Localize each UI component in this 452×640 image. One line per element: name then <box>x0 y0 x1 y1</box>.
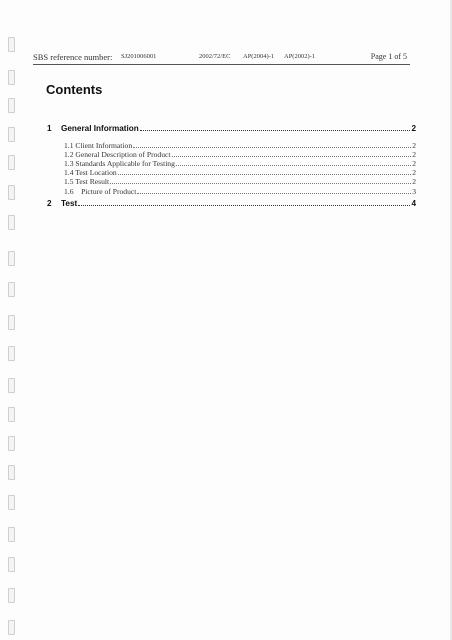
standard-code-1: AP(2004)-1 <box>243 53 275 60</box>
binding-hole <box>8 495 15 510</box>
toc-entry-title: 1.4 Test Location <box>64 168 117 177</box>
toc-entry-title: General Information <box>61 124 139 133</box>
reference-number: SJ201006001 <box>121 53 157 60</box>
toc-entry-page: 2 <box>412 168 416 177</box>
binding-hole <box>8 282 15 297</box>
toc-entry-page: 2 <box>412 150 416 159</box>
toc-entry-title: 1.2 General Description of Product <box>64 150 171 159</box>
toc-entry-page: 2 <box>411 124 416 133</box>
binding-hole <box>8 215 15 230</box>
binding-hole <box>8 407 15 422</box>
toc-entry-page: 4 <box>411 199 416 208</box>
binding-hole <box>8 251 15 266</box>
binding-hole <box>8 620 15 635</box>
toc-entry-title: 1.5 Test Result <box>64 177 110 186</box>
toc-entry-page: 3 <box>412 187 416 196</box>
contents-heading: Contents <box>46 82 103 97</box>
binding-hole <box>8 98 15 113</box>
binding-hole <box>8 185 15 200</box>
toc-entry-title: Test <box>61 199 78 208</box>
binding-hole <box>8 70 15 85</box>
standard-code-2: AP(2002)-1 <box>284 53 316 60</box>
toc-entry-page: 2 <box>412 177 416 186</box>
page-number: Page 1 of 5 <box>370 52 407 61</box>
toc-entry[interactable] <box>47 198 416 208</box>
toc-dot-leader <box>110 183 411 184</box>
binding-hole <box>8 37 15 52</box>
binding-hole <box>8 527 15 542</box>
toc-dot-leader <box>118 174 412 175</box>
toc-entry-title: 1.1 Client Information <box>64 141 133 150</box>
binding-hole <box>8 378 15 393</box>
binding-hole <box>8 127 15 142</box>
toc-entry-page: 2 <box>412 141 416 150</box>
header-divider <box>33 64 410 65</box>
toc-dot-leader <box>172 156 412 157</box>
toc-entry-title: 1.3 Standards Applicable for Testing <box>64 159 175 168</box>
binding-hole <box>8 465 15 480</box>
toc-dot-leader <box>78 205 410 206</box>
toc-dot-leader <box>140 130 411 131</box>
binding-hole <box>8 588 15 603</box>
toc-entry-title: 1.6 Picture of Product <box>64 187 137 196</box>
page-header <box>33 52 409 64</box>
binding-hole <box>8 155 15 170</box>
reference-label: SBS reference number: <box>33 52 113 62</box>
binding-hole <box>8 436 15 451</box>
toc-entry-number: 1 <box>47 124 52 133</box>
directive-code: 2002/72/EC <box>199 53 231 60</box>
binding-hole <box>8 557 15 572</box>
toc-entry-page: 2 <box>412 159 416 168</box>
toc-dot-leader <box>176 165 411 166</box>
toc-entry-number: 2 <box>47 199 52 208</box>
binding-hole <box>8 315 15 330</box>
toc-entry[interactable] <box>47 186 416 196</box>
toc-entry[interactable] <box>47 176 416 186</box>
toc-entry[interactable] <box>47 123 416 133</box>
binding-hole <box>8 346 15 361</box>
toc-dot-leader <box>133 147 411 148</box>
toc-dot-leader <box>137 193 411 194</box>
